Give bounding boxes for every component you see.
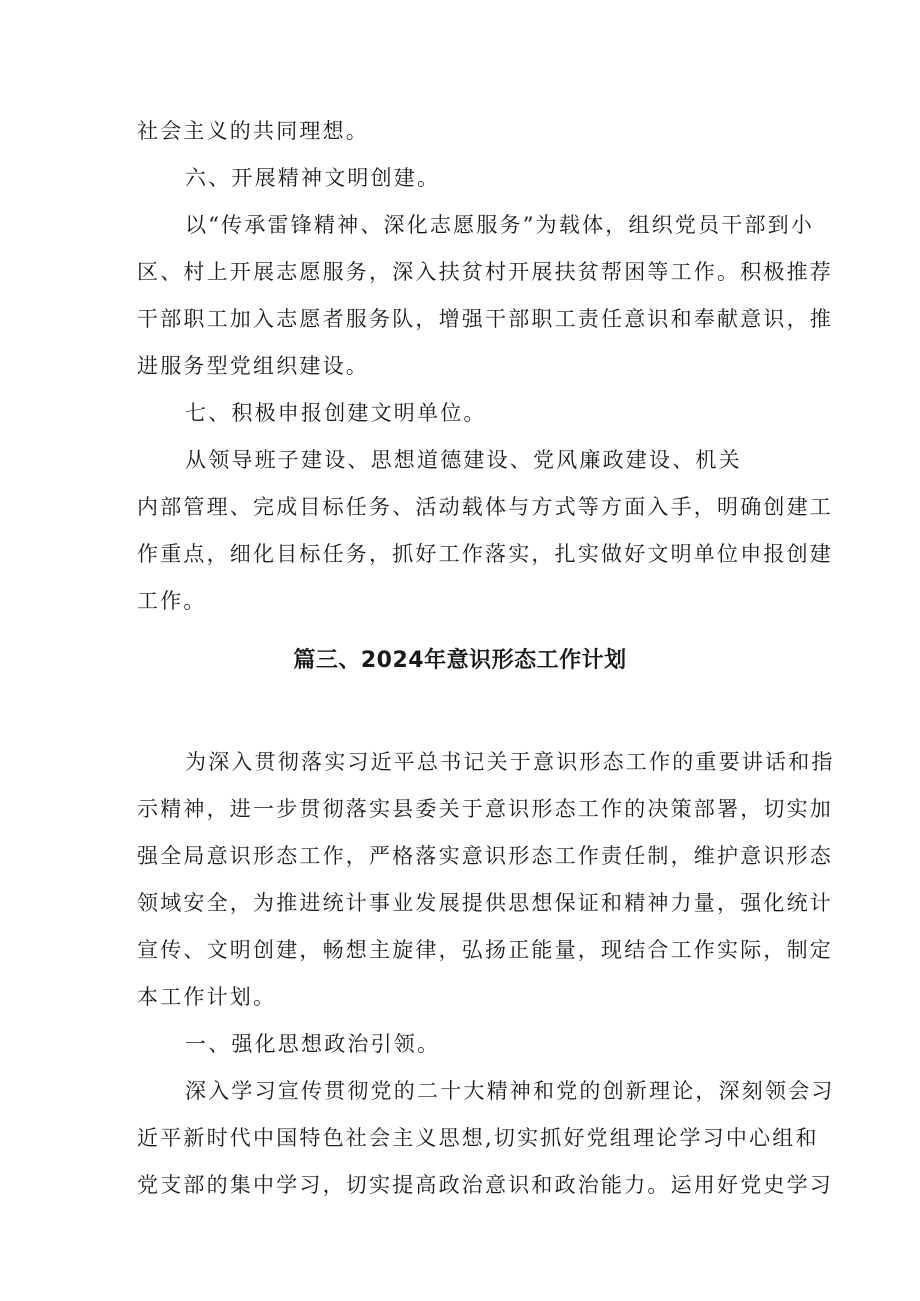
section-heading-line: 一、强化思想政治引领。 (185, 1032, 441, 1056)
body-line: 社会主义的共同理想。 (137, 119, 369, 143)
body-line: 以“传承雷锋精神、深化志愿服务”为载体，组织党员干部到小 (185, 213, 815, 237)
body-line: 进服务型党组织建设。 (137, 354, 369, 378)
body-line: 党支部的集中学习，切实提高政治意识和政治能力。运用好党史学习 (137, 1173, 833, 1197)
section-heading-line: 六、开展精神文明创建。 (185, 166, 441, 190)
body-line: 作重点，细化目标任务，抓好工作落实，扎实做好文明单位申报创建 (137, 542, 833, 566)
body-line: 内部管理、完成目标任务、活动载体与方式等方面入手，明确创建工 (137, 495, 833, 519)
body-line: 近平新时代中国特色社会主义思想,切实抓好党组理论学习中心组和 (137, 1126, 819, 1150)
body-line: 区、村上开展志愿服务，深入扶贫村开展扶贫帮困等工作。积极推荐 (137, 260, 833, 284)
body-line: 强全局意识形态工作，严格落实意识形态工作责任制，维护意识形态 (137, 844, 833, 868)
section-heading-line: 七、积极申报创建文明单位。 (185, 401, 487, 425)
body-line: 工作。 (137, 589, 207, 613)
body-line: 为深入贯彻落实习近平总书记关于意识形态工作的重要讲话和指 (185, 750, 835, 774)
body-line: 深入学习宣传贯彻党的二十大精神和党的创新理论，深刻领会习 (185, 1079, 835, 1103)
body-line: 本工作计划。 (137, 985, 277, 1009)
body-line: 示精神，进一步贯彻落实县委关于意识形态工作的决策部署，切实加 (137, 797, 833, 821)
body-line: 领域安全，为推进统计事业发展提供思想保证和精神力量，强化统计 (137, 891, 833, 915)
body-line: 从领导班子建设、思想道德建设、党风廉政建设、机关 (185, 448, 742, 472)
body-line: 宣传、文明创建，畅想主旋律，弘扬正能量，现结合工作实际，制定 (137, 938, 833, 962)
document-heading: 篇三、2024年意识形态工作计划 (293, 648, 627, 673)
body-line: 干部职工加入志愿者服务队，增强干部职工责任意识和奉献意识，推 (137, 307, 833, 331)
